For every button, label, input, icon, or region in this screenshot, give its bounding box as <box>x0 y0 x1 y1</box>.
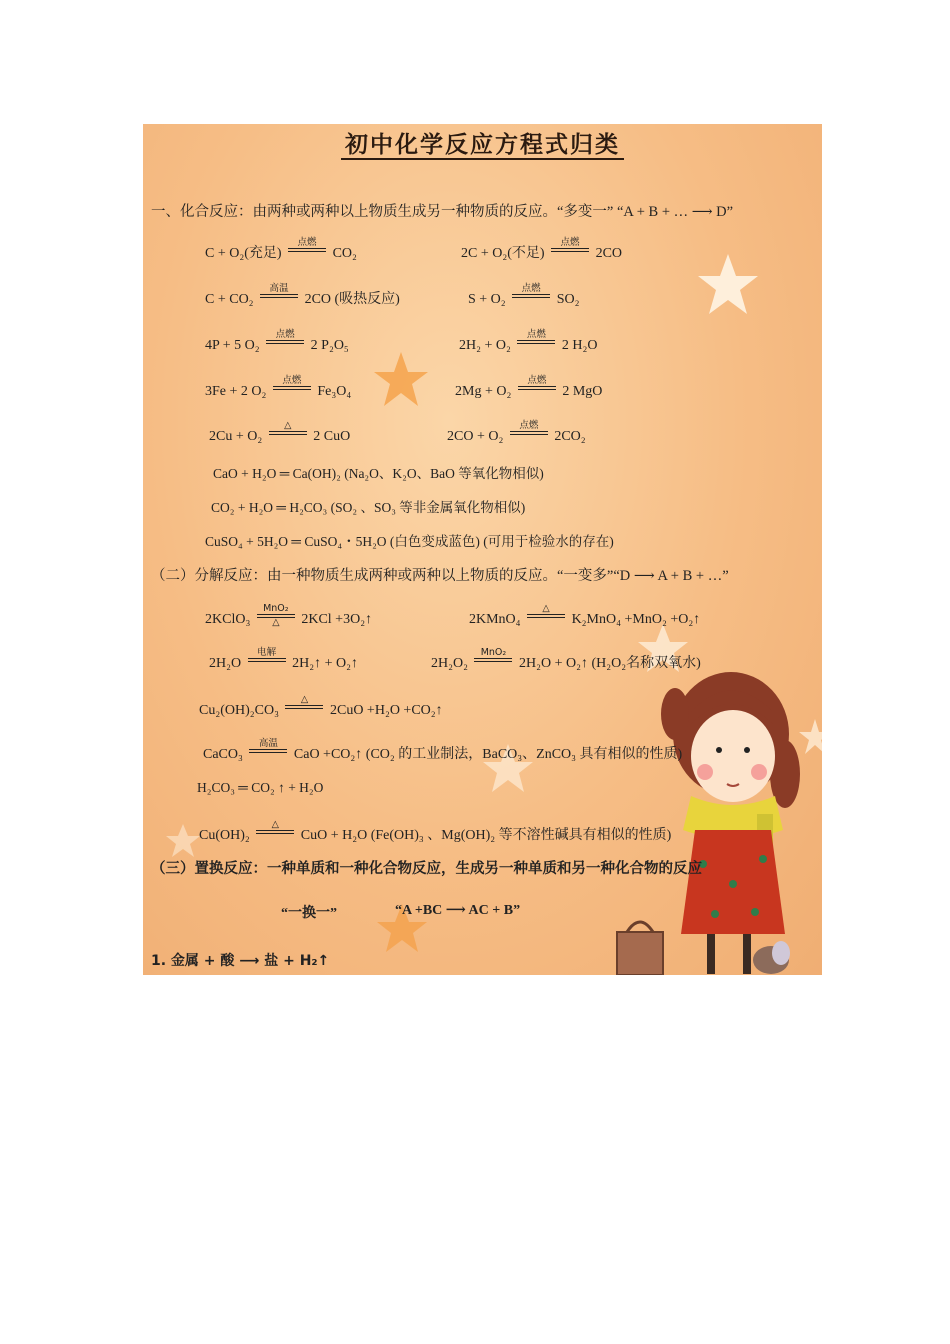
equals-bar <box>249 749 287 753</box>
equals-bar <box>273 386 311 390</box>
equation-row <box>469 603 701 632</box>
heading-text: 初中化学反应方程式归类 <box>341 132 624 160</box>
reaction-condition-arrow <box>512 284 550 308</box>
equation-side: CO₂ <box>332 246 357 261</box>
condition-label: 点燃 <box>282 375 302 386</box>
section-3-heading <box>151 857 702 878</box>
condition-label: 点燃 <box>275 329 295 340</box>
equation-side: 2Mg + O₂ <box>455 384 512 399</box>
condition-label: 高温 <box>258 738 278 749</box>
equals-bar <box>512 294 550 298</box>
equation-row <box>199 819 672 848</box>
reaction-condition-arrow <box>260 284 298 308</box>
equation-side: 2KCl +3O₂↑ <box>301 612 373 627</box>
equals-bar <box>256 830 294 834</box>
equation-row <box>205 375 352 404</box>
equation-plain: H₂CO₃ ═ CO₂ ↑ + H₂O <box>197 780 324 795</box>
equation-side: 2 P₂O₅ <box>310 338 349 353</box>
reaction-condition-arrow <box>517 330 555 354</box>
equation-row <box>205 237 357 266</box>
equation-row <box>205 329 349 358</box>
condition-label: 点燃 <box>560 237 580 248</box>
equation-side: 2H₂O <box>209 656 242 671</box>
equation-side: 2H₂O + O₂↑ (H₂O₂名称双氧水) <box>518 656 701 671</box>
equation-side: 4P + 5 O₂ <box>205 338 260 353</box>
condition-label: △ <box>300 694 309 705</box>
equation-side: C + CO₂ <box>205 292 254 307</box>
condition-label: 点燃 <box>521 283 541 294</box>
equation-side: 2CO₂ <box>554 429 586 444</box>
equation-plain: CaO + H₂O ═ Ca(OH)₂ (Na₂O、K₂O、BaO 等氧化物相似) <box>213 466 544 481</box>
condition-label: MnO₂ <box>480 647 507 658</box>
condition-label: 点燃 <box>519 420 539 431</box>
reaction-condition-arrow <box>518 376 556 400</box>
equals-bar <box>518 386 556 390</box>
reaction-condition-arrow <box>273 376 311 400</box>
star-decoration <box>698 254 758 314</box>
condition-label: 点燃 <box>297 237 317 248</box>
equation-side: CuO + H₂O (Fe(OH)₃ 、Mg(OH)₂ 等不溶性碱具有相似的性质) <box>300 828 672 843</box>
equals-bar <box>527 614 565 618</box>
condition-label: 电解 <box>257 647 277 658</box>
equation-side: 2Cu + O₂ <box>209 429 263 444</box>
equation-row <box>203 738 683 767</box>
equation-side: 2CO <box>595 246 623 261</box>
reaction-condition-arrow <box>510 421 548 445</box>
star-decoration <box>166 824 200 857</box>
equation-side: S + O₂ <box>468 292 506 307</box>
condition-label: △ <box>272 618 280 628</box>
equals-bar <box>288 248 326 252</box>
heading-text: 一、化合反应：由两种或两种以上物质生成另一种物质的反应。“多变一” “A + B + … ⟶ D” <box>151 204 734 220</box>
equation-side: 2C + O₂(不足) <box>461 246 545 261</box>
equation-side: Fe₃O₄ <box>317 384 352 399</box>
reaction-condition-arrow <box>256 820 294 844</box>
equals-bar <box>285 705 323 709</box>
subsection-1-heading: 1. 金属 + 酸 ⟶ 盐 + H₂↑ <box>151 953 330 969</box>
condition-label: 点燃 <box>527 375 547 386</box>
equation-side: 2H₂↑ + O₂↑ <box>292 656 358 671</box>
equation-side: 2 CuO <box>313 429 351 444</box>
equation-side: 2KMnO₄ <box>469 612 521 627</box>
equation-side: CaCO₃ <box>203 747 243 762</box>
equation-row <box>461 237 623 266</box>
equation-side: Cu(OH)₂ <box>199 828 250 843</box>
star-decoration <box>799 719 822 754</box>
section-1-heading <box>151 200 733 221</box>
slogan-formula: “A +BC ⟶ AC + B” <box>395 903 521 918</box>
equation-side: 2CuO +H₂O +CO₂↑ <box>329 703 443 718</box>
equation-side: C + O₂(充足) <box>205 246 282 261</box>
heading-text: （三）置换反应：一种单质和一种化合物反应，生成另一种单质和另一种化合物的反应 <box>151 861 702 877</box>
star-decoration <box>374 352 428 406</box>
reaction-condition-arrow <box>248 648 286 672</box>
reaction-condition-arrow <box>288 238 326 262</box>
reaction-condition-arrow <box>551 238 589 262</box>
equals-bar <box>551 248 589 252</box>
equation-row <box>209 647 358 676</box>
equation-side: 2H₂O₂ <box>431 656 468 671</box>
equation-side: 2 H₂O <box>561 338 598 353</box>
equation-side: 3Fe + 2 O₂ <box>205 384 267 399</box>
equation-row <box>199 694 443 723</box>
section-2-heading <box>151 564 729 585</box>
equals-bar <box>260 294 298 298</box>
equals-bar <box>474 658 512 662</box>
equation-row <box>459 329 598 358</box>
equation-side: 2CO (吸热反应) <box>304 292 400 307</box>
reaction-condition-arrow <box>266 330 304 354</box>
condition-label: △ <box>284 420 292 431</box>
condition-label: △ <box>271 819 279 830</box>
reaction-condition-arrow <box>474 648 512 672</box>
equation-row <box>447 420 586 449</box>
equation-side: 2H₂ + O₂ <box>459 338 511 353</box>
heading-text: （二）分解反应：由一种物质生成两种或两种以上物质的反应。“一变多”“D ⟶ A + B + …” <box>151 568 729 584</box>
equation-row <box>209 420 351 449</box>
condition-label: △ <box>542 603 550 614</box>
page-title <box>143 126 822 159</box>
equation-side: 2 MgO <box>562 384 603 399</box>
condition-label: 点燃 <box>526 329 546 340</box>
condition-label: MnO₂ <box>263 603 289 614</box>
equation-row <box>468 283 580 312</box>
equation-side: Cu₂(OH)₂CO₃ <box>199 703 279 718</box>
equals-bar <box>248 658 286 662</box>
equals-bar <box>269 431 307 435</box>
equation-row <box>455 375 603 404</box>
reaction-condition-arrow <box>249 739 287 763</box>
equation-side: SO₂ <box>556 292 580 307</box>
condition-label: 高温 <box>269 283 289 294</box>
equation-row <box>205 283 400 312</box>
equation-side: 2KClO₃ <box>205 612 251 627</box>
equation-row <box>205 603 373 632</box>
reaction-condition-arrow <box>269 421 307 445</box>
reaction-condition-arrow <box>527 604 565 628</box>
poster-image <box>143 124 822 975</box>
equation-row <box>431 647 701 676</box>
equals-bar <box>517 340 555 344</box>
reaction-condition-arrow <box>257 604 295 628</box>
equation-side: CaO +CO₂↑ (CO₂ 的工业制法，BaCO₃、ZnCO₃ 具有相似的性质) <box>293 747 683 762</box>
slogan-one-for-one: “一换一” <box>281 906 337 921</box>
equation-plain: CO₂ + H₂O ═ H₂CO₃ (SO₂ 、SO₃ 等非金属氧化物相似) <box>211 500 526 515</box>
equation-side: 2CO + O₂ <box>447 429 504 444</box>
reaction-condition-arrow <box>285 695 323 719</box>
equals-bar <box>266 340 304 344</box>
equation-plain: CuSO₄ + 5H₂O ═ CuSO₄・5H₂O (白色变成蓝色) (可用于检验水的存在) <box>205 534 614 549</box>
equals-bar <box>510 431 548 435</box>
equation-side: K₂MnO₄ +MnO₂ +O₂↑ <box>571 612 701 627</box>
